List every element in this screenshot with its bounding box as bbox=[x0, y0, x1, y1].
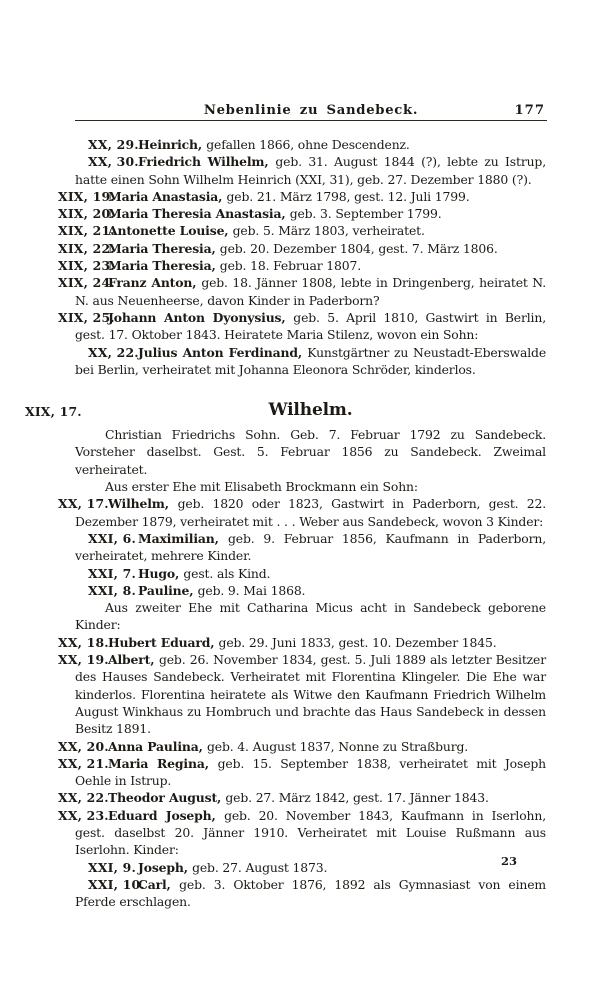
entry-text: geb. 5. April 1810, Gastwirt in Berlin, gest. 17. Oktober 1843. Heiratete Maria Stilenz, wovon ein Sohn: bbox=[75, 309, 546, 343]
entry-number-label: XX, 18. bbox=[58, 634, 109, 650]
entry-text: gefallen 1866, ohne Descendenz. bbox=[206, 137, 410, 152]
entry-text: geb. 20. Dezember 1804, gest. 7. März 1806. bbox=[219, 240, 498, 256]
person-name: Julius Anton Ferdinand, bbox=[138, 344, 308, 360]
entry-text: geb. 3. Oktober 1876, 1892 als Gymnasiast von einem Pferde erschlagen. bbox=[75, 876, 547, 910]
entry-number-label: XX, 21. bbox=[58, 755, 109, 771]
person-name: Maria Regina, bbox=[108, 755, 218, 771]
person-name: Maria Theresia, bbox=[108, 240, 220, 256]
genealogy-entry bbox=[25, 738, 546, 755]
entry-number-label: XIX, 24. bbox=[58, 275, 115, 291]
genealogy-entry bbox=[25, 222, 546, 239]
genealogy-entry bbox=[25, 565, 546, 582]
genealogy-entry bbox=[25, 789, 546, 806]
entry-number-label: XXI, 9. bbox=[88, 859, 136, 875]
entry-number-label: XIX, 21. bbox=[58, 223, 115, 239]
genealogy-entry bbox=[25, 136, 546, 153]
entry-number-label: XX, 30. bbox=[88, 154, 139, 170]
entry-number-label: XXI, 8. bbox=[88, 582, 136, 598]
entry-text: geb. 3. September 1799. bbox=[289, 206, 442, 222]
person-name: Hubert Eduard, bbox=[108, 634, 219, 650]
running-head-title: Nebenlinie zu Sandebeck. bbox=[203, 103, 419, 118]
entry-number-label: XX, 19. bbox=[58, 652, 109, 668]
genealogy-entry bbox=[25, 240, 546, 257]
entry-text: geb. 27. März 1842, gest. 17. Jänner 1843. bbox=[225, 790, 489, 806]
entry-text: geb. 31. August 1844 (?), lebte zu Istrup, hatte einen Sohn Wilhelm Heinrich (XXI, 31), geb. 27. Dezember 1880 (?). bbox=[75, 154, 547, 187]
entry-number-label: XIX, 22. bbox=[58, 240, 115, 256]
intro-paragraph: Aus zweiter Ehe mit Catharina Micus acht in Sandebeck geborene Kinder: bbox=[75, 600, 546, 633]
page-number: 177 bbox=[514, 103, 545, 118]
entry-number-label: XX, 17. bbox=[58, 496, 109, 512]
entry-number-label: XIX, 23. bbox=[58, 258, 115, 274]
genealogy-entry bbox=[25, 755, 546, 790]
person-name: Eduard Joseph, bbox=[108, 807, 225, 823]
entry-number-label: XX, 29. bbox=[88, 137, 139, 152]
entry-text: geb. 20. November 1843, Kaufmann in Iserlohn, gest. daselbst 20. Jänner 1910. Verheiratet mit Louise Rußmann aus Iserlohn. Kinder: bbox=[75, 807, 546, 858]
entry-text: geb. 29. Juni 1833, gest. 10. Dezember 1845. bbox=[218, 634, 497, 650]
person-name: Maria Theresia Anastasia, bbox=[108, 206, 290, 222]
person-name: Carl, bbox=[138, 876, 180, 892]
genealogy-entry bbox=[25, 807, 546, 859]
intro-paragraph: Christian Friedrichs Sohn. Geb. 7. Februar 1792 zu Sandebeck. Vorsteher daselbst. Gest. 5. Februar 1856 zu Sandebeck. Zweimal verheiratet. bbox=[75, 427, 546, 477]
genealogy-entry bbox=[25, 634, 546, 651]
section-heading-row bbox=[25, 399, 546, 421]
entry-number-label: XXI, 6. bbox=[88, 530, 136, 546]
section-heading-title: Wilhelm. bbox=[268, 400, 353, 421]
entry-text: geb. 18. Februar 1807. bbox=[219, 258, 362, 274]
genealogy-entry bbox=[25, 188, 546, 205]
genealogy-entry bbox=[25, 205, 546, 222]
person-name: Johann Anton Dyonysius, bbox=[108, 309, 294, 325]
entry-number-label: XXI, 10. bbox=[88, 876, 145, 892]
entry-text: geb. 9. Mai 1868. bbox=[197, 582, 306, 598]
person-name: Theodor August, bbox=[108, 790, 226, 806]
genealogy-entry bbox=[25, 495, 546, 530]
person-name: Heinrich, bbox=[138, 137, 207, 152]
entry-text: geb. 9. Februar 1856, Kaufmann in Paderborn, verheiratet, mehrere Kinder. bbox=[75, 530, 547, 564]
person-name: Antonette Louise, bbox=[108, 223, 233, 239]
person-name: Friedrich Wilhelm, bbox=[138, 154, 276, 170]
entry-text: gest. als Kind. bbox=[183, 565, 271, 581]
genealogy-entry bbox=[25, 582, 546, 599]
person-name: Pauline, bbox=[138, 582, 198, 598]
person-name: Joseph, bbox=[138, 859, 193, 875]
person-name: Maximilian, bbox=[138, 530, 228, 546]
person-name: Anna Paulina, bbox=[108, 738, 207, 754]
entry-number-label: XX, 23. bbox=[58, 807, 109, 823]
entry-text: geb. 18. Jänner 1808, lebte in Dringenberg, heiratet N. N. aus Neuenheerse, davon Kinder in Paderborn? bbox=[75, 275, 546, 308]
genealogy-entry bbox=[25, 651, 546, 737]
entry-text: geb. 1820 oder 1823, Gastwirt in Paderborn, gest. 22. Dezember 1879, verheiratet mit . . . Weber aus Sandebeck, wovon 3 Kinder: bbox=[75, 496, 546, 529]
entry-number-label: XXI, 7. bbox=[88, 565, 136, 581]
person-name: Maria Anastasia, bbox=[108, 188, 227, 204]
person-name: Franz Anton, bbox=[108, 275, 202, 291]
genealogy-entries bbox=[25, 136, 546, 910]
entry-number-label: XIX, 17. bbox=[25, 403, 82, 419]
genealogy-entry bbox=[25, 153, 546, 188]
entry-text: geb. 21. März 1798, gest. 12. Juli 1799. bbox=[226, 188, 470, 204]
genealogy-entry bbox=[25, 859, 546, 876]
genealogy-entry bbox=[25, 257, 546, 274]
genealogy-entry bbox=[25, 344, 546, 379]
entry-number-label: XIX, 20. bbox=[58, 206, 115, 222]
signature-mark: 23 bbox=[501, 854, 518, 868]
entry-text: geb. 26. November 1834, gest. 5. Juli 1889 als letzter Besitzer des Hauses Sandebeck. Verheiratet mit Florentina Klingeler. Die Ehe war kinderlos. Florentina heiratete als Witwe den Kaufmann Friedrich Wilhelm August Winkhaus zu Hombruch und brachte das Haus Sandebeck in dessen Besitz 1891. bbox=[75, 652, 547, 737]
genealogy-entry bbox=[25, 309, 546, 344]
genealogy-entry bbox=[25, 876, 546, 911]
entry-number-label: XX, 20. bbox=[58, 738, 109, 754]
entry-number-label: XX, 22. bbox=[88, 344, 139, 360]
genealogy-entry bbox=[25, 274, 546, 309]
entry-text: geb. 15. September 1838, verheiratet mit Joseph Oehle in Istrup. bbox=[75, 755, 546, 789]
person-name: Albert, bbox=[108, 652, 159, 668]
entry-text: geb. 27. August 1873. bbox=[192, 859, 328, 875]
entry-number-label: XIX, 19. bbox=[58, 188, 115, 204]
entry-text: geb. 4. August 1837, Nonne zu Straßburg. bbox=[206, 738, 469, 754]
running-head bbox=[75, 98, 547, 121]
person-name: Maria Theresia, bbox=[108, 258, 220, 274]
entry-text: Kunstgärtner zu Neustadt-Eberswalde bei Berlin, verheiratet mit Johanna Eleonora Schröder, kinderlos. bbox=[75, 344, 546, 377]
entry-text: geb. 5. März 1803, verheiratet. bbox=[232, 223, 425, 239]
genealogy-entry bbox=[25, 530, 546, 565]
person-name: Wilhelm, bbox=[108, 496, 178, 512]
entry-number-label: XX, 22. bbox=[58, 790, 109, 806]
entry-number-label: XIX, 25. bbox=[58, 309, 115, 325]
person-name: Hugo, bbox=[138, 565, 184, 581]
intro-paragraph: Aus erster Ehe mit Elisabeth Brockmann ein Sohn: bbox=[105, 479, 418, 495]
